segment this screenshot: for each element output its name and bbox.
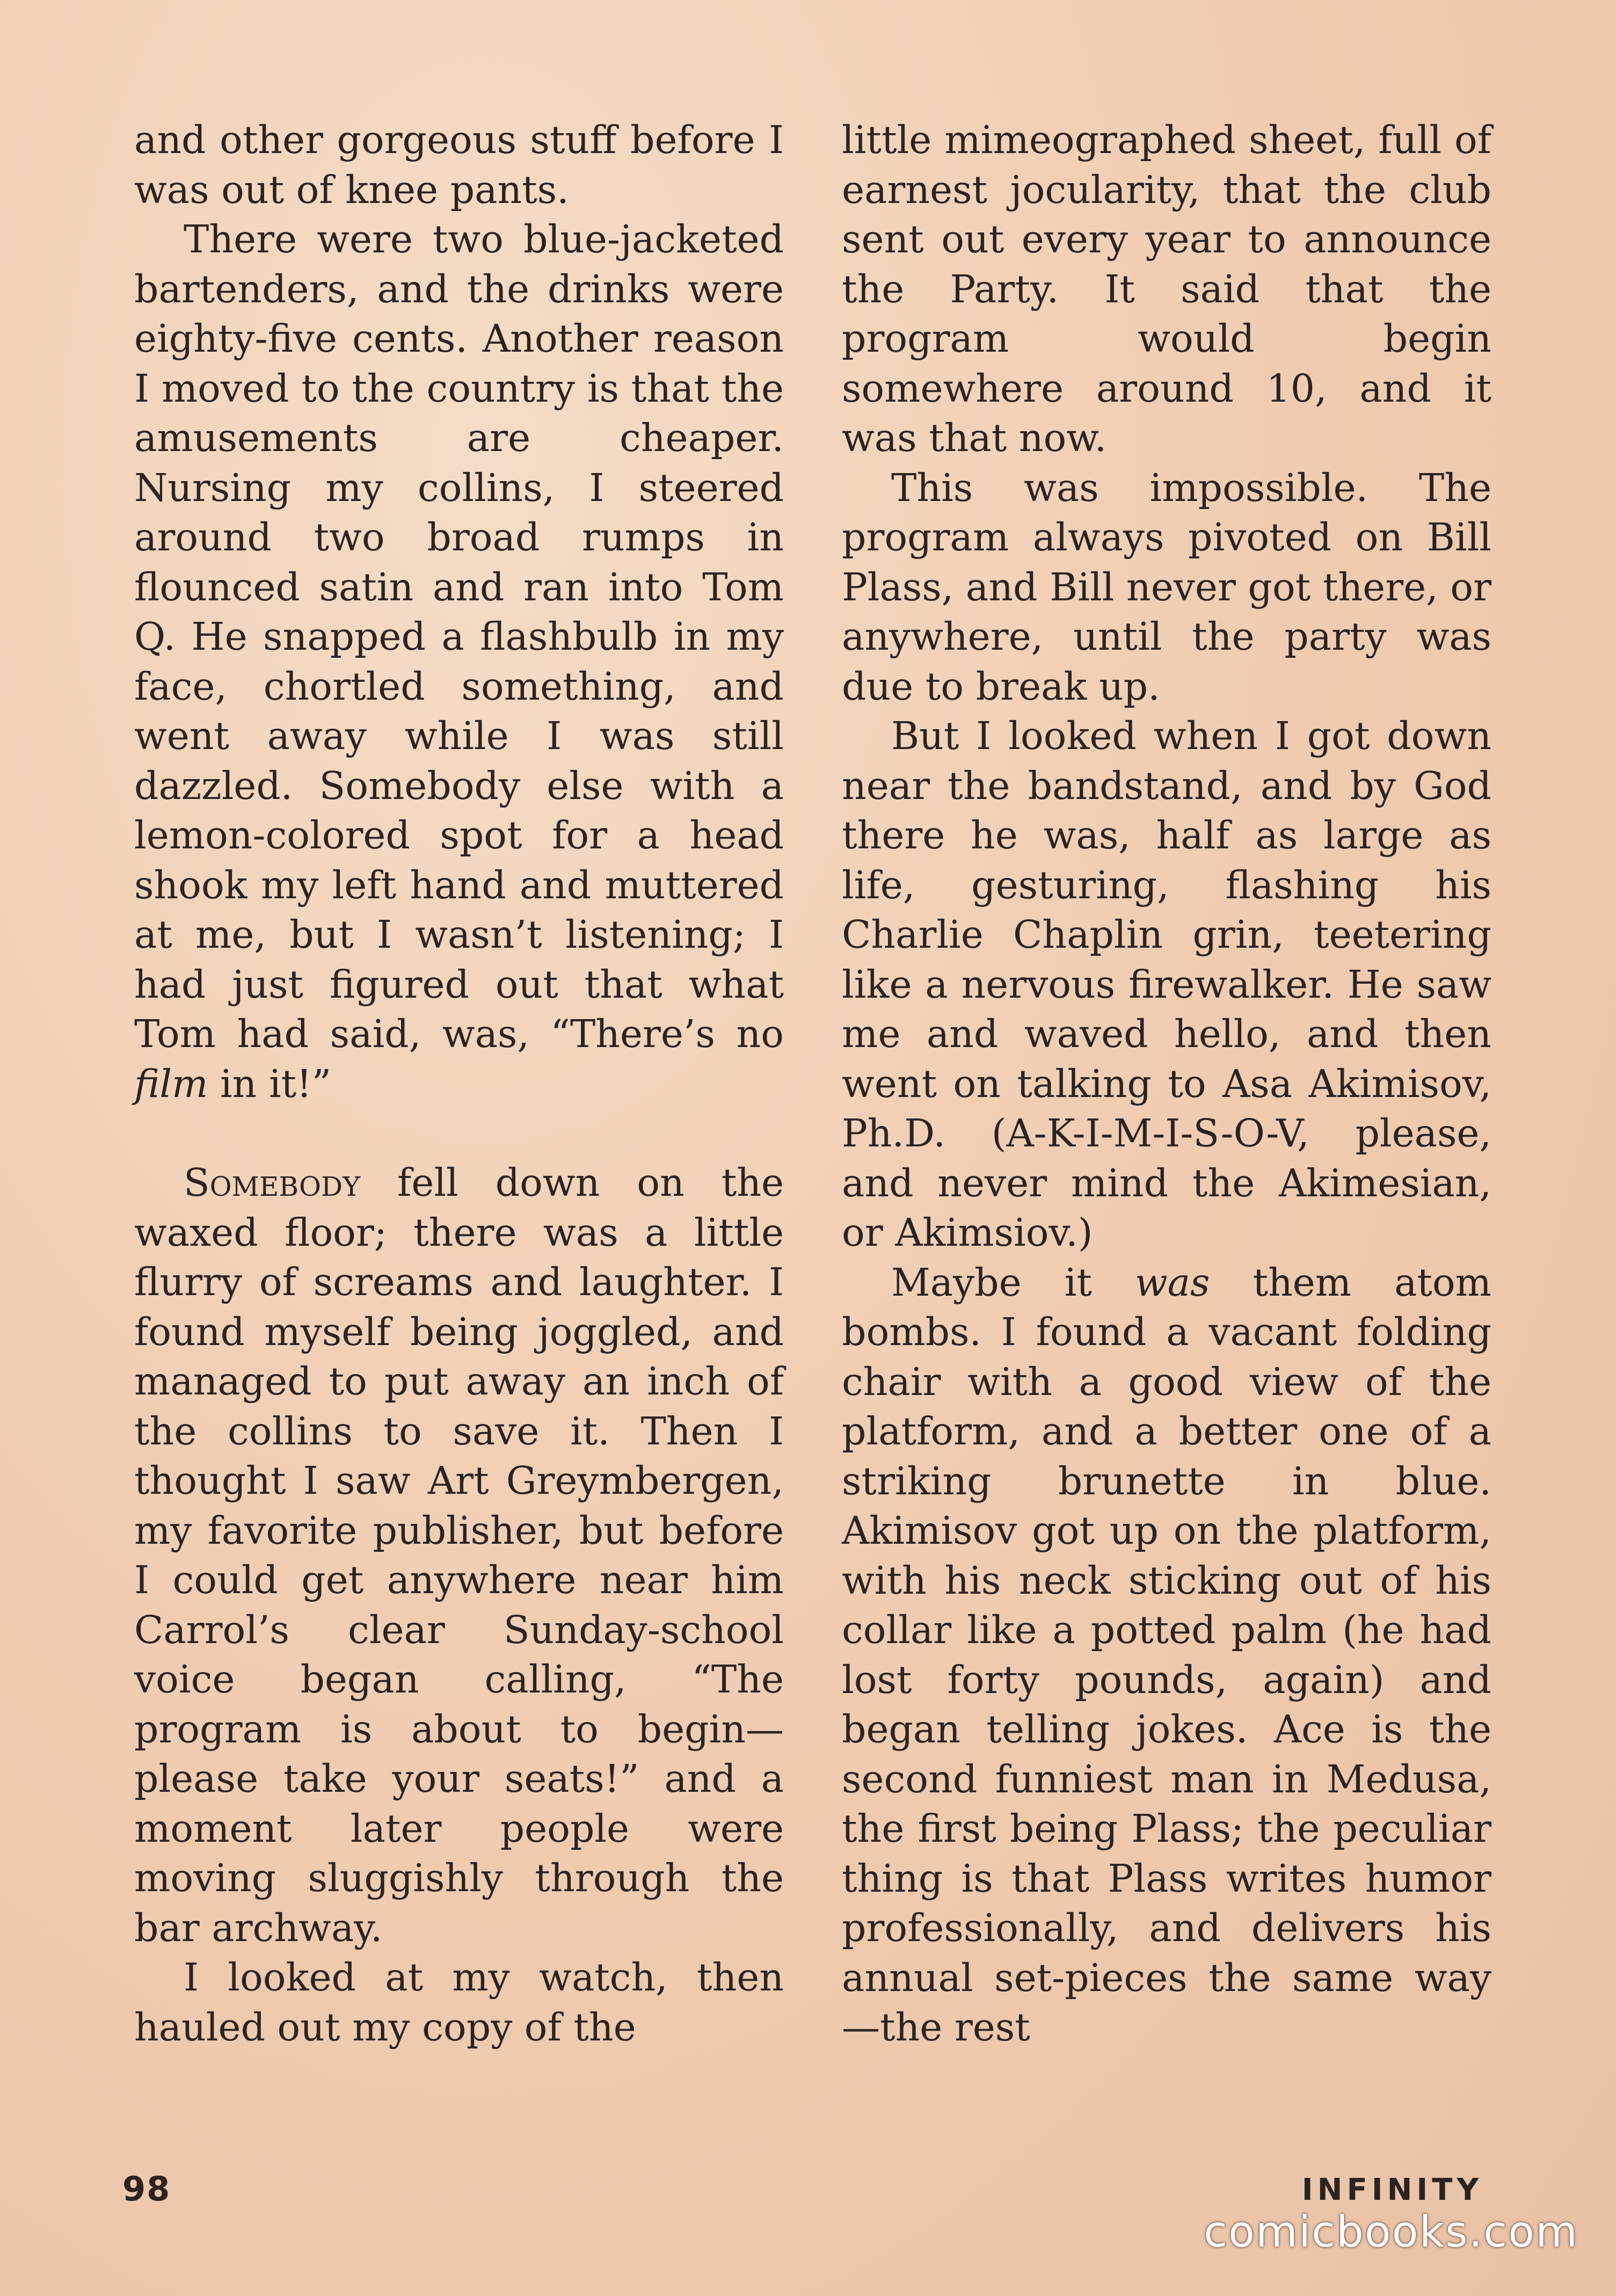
emphasis: was: [1134, 1260, 1210, 1305]
watermark: comicbooks.com: [1203, 2207, 1578, 2257]
paragraph: I looked at my watch, then hauled out my copy of the: [134, 1955, 784, 2050]
text-column-left: [134, 115, 784, 2052]
emphasis: film: [134, 1061, 208, 1106]
section-paragraph: Somebody fell down on the waxed floor; there was a little flurry of screams and laughter. I found myself being joggled, and managed to put away an inch of the collins to save it. Then I thought I saw Art Greymbergen, my favorite publisher, but before I could get anywhere near him Carrol’s clear Sunday-school voice began calling, “The program is about to begin—please take your seats!” and a moment later people were moving sluggishly through the bar archway.: [134, 1160, 784, 1950]
page-number: 98: [122, 2169, 171, 2208]
section-opener: Somebody: [184, 1160, 361, 1205]
paragraph: This was impossible. The program always pivoted on Bill Plass, and Bill never got there, or anywhere, until the party was due to break up.: [842, 465, 1491, 709]
paragraph: Maybe it was them atom bombs. I found a vacant folding chair with a good view of the platform, and a better one of a striking brunette in blue. Akimisov got up on the platform, with his neck sticking out of his collar like a potted palm (he had lost forty pounds, again) and began telling jokes. Ace is the second funniest man in Medusa, the first being Plass; the peculiar thing is that Plass writes humor professionally, and delivers his annual set-pieces the same way—the rest: [842, 1260, 1492, 2050]
paragraph: little mimeographed sheet, full of earnest jocularity, that the club sent out every year to announce the Party. It said that the program would begin somewhere around 10, and it was that now.: [842, 118, 1491, 460]
paragraph: There were two blue-jacketed bartenders, and the drinks were eighty-five cents. Another reason I moved to the country is that the amusements are cheaper. Nursing my collins, I steered around two broad rumps in flounced satin and ran into Tom Q. He snapped a flashbulb in my face, chortled something, and went away while I was still dazzled. Somebody else with a lemon-colored spot for a head shook my left hand and muttered at me, but I wasn’t listening; I had just figured out that what Tom had said, was, “There’s no film in it!”: [134, 217, 784, 1106]
text-column-right: [842, 115, 1491, 2053]
running-head: INFINITY: [1301, 2173, 1483, 2207]
paragraph: But I looked when I got down near the bandstand, and by God there he was, half as large as life, gesturing, flashing his Charlie Chaplin grin, teetering like a nervous firewalker. He saw me and waved hello, and then went on talking to Asa Akimisov, Ph.D. (A-K-I-M-I-S-O-V, please, and never mind the Akimesian, or Akimsiov.): [842, 714, 1491, 1255]
paragraph: and other gorgeous stuff before I was out of knee pants.: [134, 118, 784, 212]
